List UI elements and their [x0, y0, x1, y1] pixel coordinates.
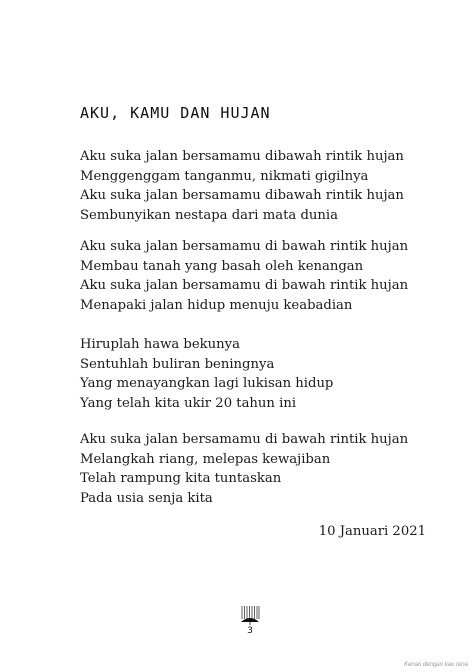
poem-line: Telah rampung kita tuntaskan [80, 471, 282, 486]
stanza-2 [80, 237, 408, 315]
poem-line: Sentuhlah buliran beningnya [80, 356, 275, 372]
poem-line: Sembunyikan nestapa dari mata dunia [80, 207, 338, 223]
svg-text:3: 3 [247, 626, 253, 635]
poem-title: AKU, KAMU DAN HUJAN [80, 104, 271, 122]
stanza-3 [80, 335, 333, 413]
poem-line: Aku suka jalan bersamamu di bawah rintik hujan [80, 239, 409, 254]
poem-line: Menapaki jalan hidup menuju keabadian [80, 297, 353, 313]
stanza-4 [80, 430, 408, 508]
poem-line: Melangkah riang, melepas kewajiban [80, 451, 331, 467]
poem-line: Aku suka jalan bersamamu dibawah rintik hujan [80, 149, 404, 164]
poem-line: Hiruplah hawa bekunya [80, 337, 240, 352]
poem-date: 10 Januari 2021 [318, 524, 426, 539]
footer-note: Kenan dengan kau rena [403, 662, 468, 668]
poem-line: Yang telah kita ukir 20 tahun ini [80, 395, 297, 411]
poem-line: Membau tanah yang basah oleh kenangan [80, 258, 364, 274]
poem-line: Aku suka jalan bersamamu di bawah rintik hujan [80, 278, 409, 293]
poem-line: Aku suka jalan bersamamu dibawah rintik hujan [80, 188, 404, 203]
poem-line: Yang menayangkan lagi lukisan hidup [80, 376, 334, 391]
stanza-1 [80, 147, 404, 225]
poem-line: Menggenggam tanganmu, nikmati gigilnya [80, 168, 369, 184]
poem-line: Pada usia senja kita [80, 490, 213, 506]
page-number [240, 605, 260, 635]
poem-line: Aku suka jalan bersamamu di bawah rintik hujan [80, 432, 409, 447]
